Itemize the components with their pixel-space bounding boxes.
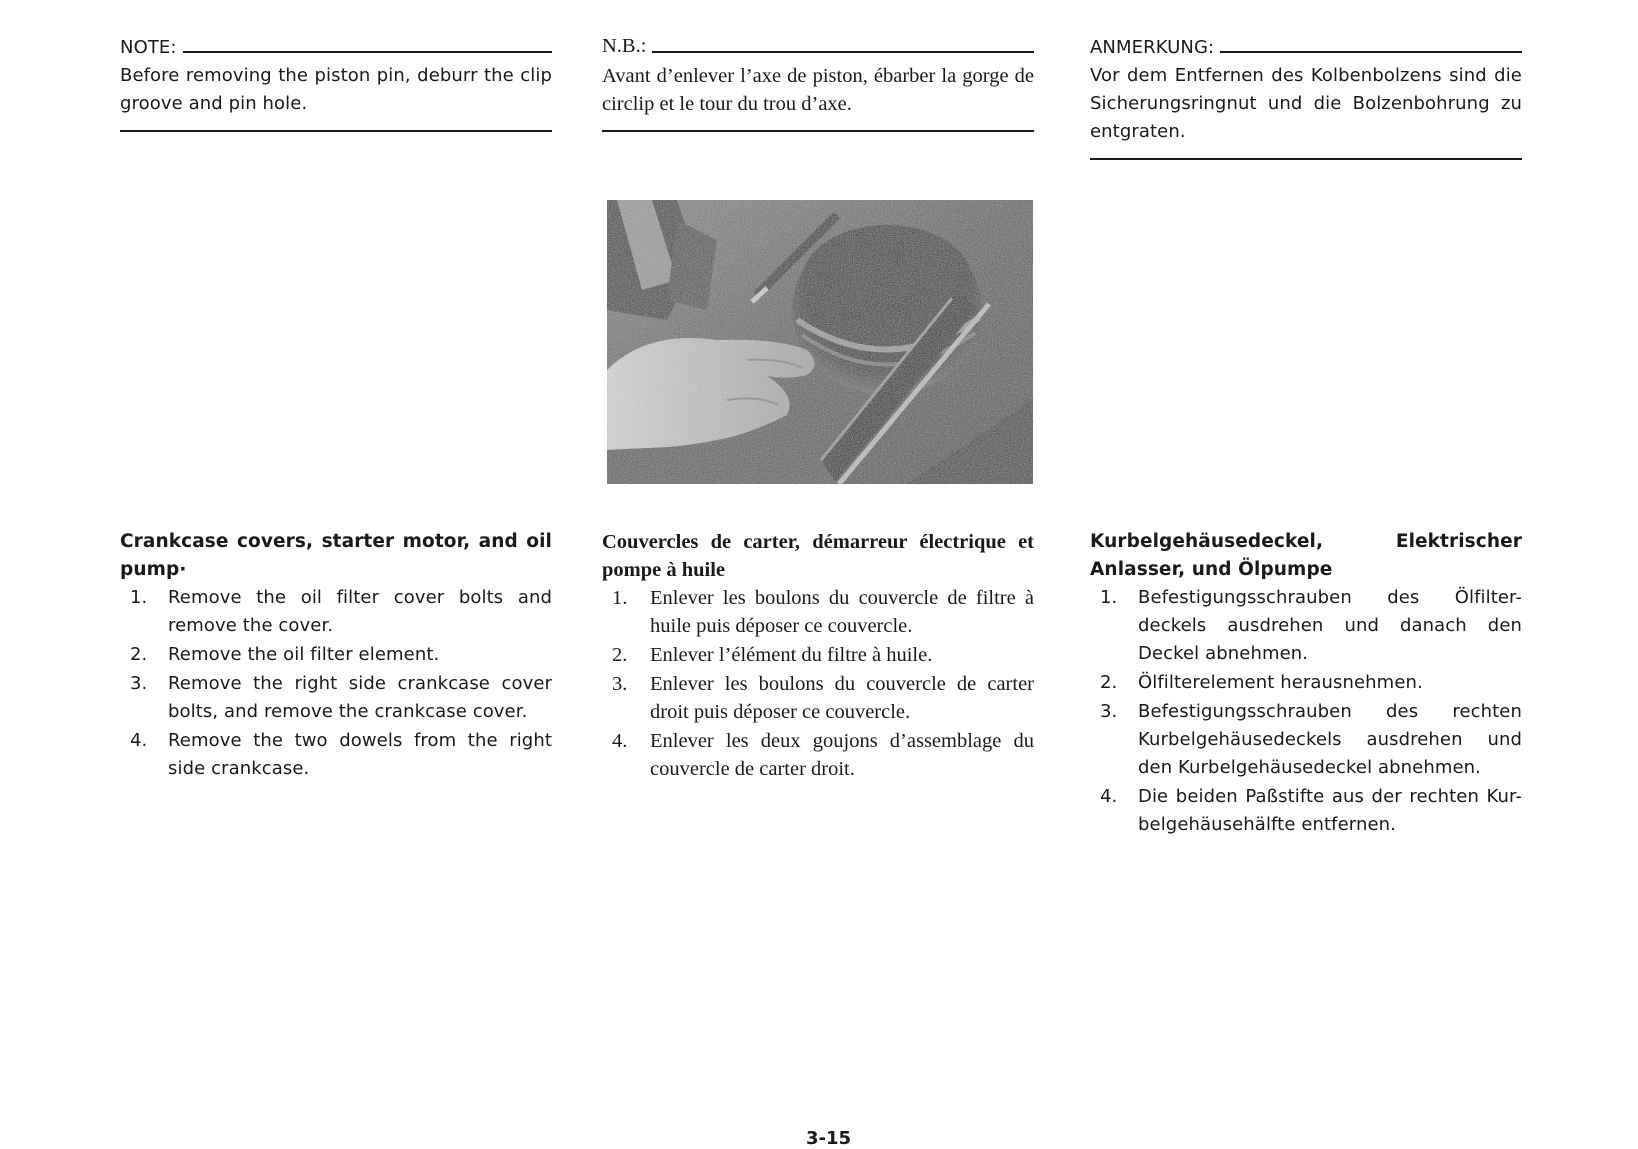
note-fr-end-rule	[602, 130, 1034, 132]
section-en-steps	[120, 584, 552, 783]
note-en-header	[120, 32, 552, 58]
list-item	[120, 641, 552, 669]
step-number: 2.	[1100, 672, 1118, 693]
step-number: 4.	[130, 730, 148, 751]
step-text: Ölfilterelement herausnehmen.	[1138, 672, 1423, 693]
note-de-rule	[1220, 51, 1522, 53]
note-de	[1090, 32, 1522, 160]
note-de-header	[1090, 32, 1522, 58]
piston-pin-photo	[607, 200, 1033, 484]
list-item	[1090, 669, 1522, 697]
list-item	[1090, 698, 1522, 782]
note-de-label: ANMERKUNG:	[1090, 37, 1215, 58]
note-fr-rule	[652, 51, 1034, 53]
note-en-text: Before removing the piston pin, deburr the clip groove and pin hole.	[120, 65, 552, 114]
list-item	[1090, 783, 1522, 839]
note-fr-label: N.B.:	[602, 35, 647, 57]
step-number: 3.	[130, 673, 148, 694]
step-text: Remove the oil filter element.	[168, 644, 440, 665]
section-de-title: Kurbelgehäusedeckel, Elektrischer Anlasser, und Ölpumpe	[1090, 531, 1522, 580]
step-number: 1.	[1100, 587, 1118, 608]
step-number: 3.	[1100, 701, 1118, 722]
step-text: Enlever l’élément du filtre à huile.	[650, 644, 933, 666]
step-number: 4.	[1100, 786, 1118, 807]
note-en	[120, 32, 552, 132]
note-fr	[602, 32, 1034, 132]
step-text: Enlever les boulons du couvercle de carter droit puis déposer ce couvercle.	[650, 673, 1034, 723]
step-text: Remove the right side crankcase cover bolts, and remove the crankcase cover.	[168, 673, 552, 722]
page-number: 3-15	[806, 1128, 852, 1149]
section-fr-steps	[602, 584, 1034, 783]
note-de-text: Vor dem Entfernen des Kolbenbolzens sind die Sicherungsringnut und die Bolzenbohrung zu entgraten.	[1090, 65, 1522, 142]
step-number: 3.	[612, 673, 628, 695]
section-en-title: Crankcase covers, starter motor, and oil pump·	[120, 531, 552, 580]
note-fr-text: Avant d’enlever l’axe de piston, ébarber la gorge de circlip et le tour du trou d’axe.	[602, 65, 1034, 115]
piston-pin-photo-art	[607, 200, 1033, 484]
step-text: Befestigungsschrauben des Ölfilter-deckels ausdrehen und danach den Deckel abnehmen.	[1138, 587, 1522, 664]
step-number: 4.	[612, 730, 628, 752]
note-de-end-rule	[1090, 158, 1522, 160]
section-en	[120, 528, 552, 784]
list-item	[602, 670, 1034, 726]
list-item	[602, 727, 1034, 783]
list-item	[120, 584, 552, 640]
section-de-steps	[1090, 584, 1522, 839]
note-en-rule	[183, 51, 552, 53]
list-item	[120, 727, 552, 783]
step-number: 1.	[612, 587, 628, 609]
list-item	[602, 641, 1034, 669]
note-en-end-rule	[120, 130, 552, 132]
note-fr-header	[602, 32, 1034, 58]
list-item	[1090, 584, 1522, 668]
section-fr	[602, 528, 1034, 784]
step-number: 2.	[130, 644, 148, 665]
section-de	[1090, 528, 1522, 840]
section-fr-title: Couvercles de carter, démarreur électrique et pompe à huile	[602, 531, 1034, 581]
step-number: 1.	[130, 587, 148, 608]
step-text: Befestigungsschrauben des rechten Kurbelgehäusedeckels ausdrehen und den Kurbelgehäusedeckel abnehmen.	[1138, 701, 1522, 778]
note-en-label: NOTE:	[120, 37, 177, 58]
step-number: 2.	[612, 644, 628, 666]
step-text: Enlever les deux goujons d’assemblage du couvercle de carter droit.	[650, 730, 1034, 780]
step-text: Enlever les boulons du couvercle de filtre à huile puis déposer ce couvercle.	[650, 587, 1034, 637]
step-text: Remove the oil filter cover bolts and remove the cover.	[168, 587, 552, 636]
list-item	[120, 670, 552, 726]
step-text: Die beiden Paßstifte aus der rechten Kur-belgehäusehälfte entfernen.	[1138, 786, 1522, 835]
list-item	[602, 584, 1034, 640]
step-text: Remove the two dowels from the right side crankcase.	[168, 730, 552, 779]
